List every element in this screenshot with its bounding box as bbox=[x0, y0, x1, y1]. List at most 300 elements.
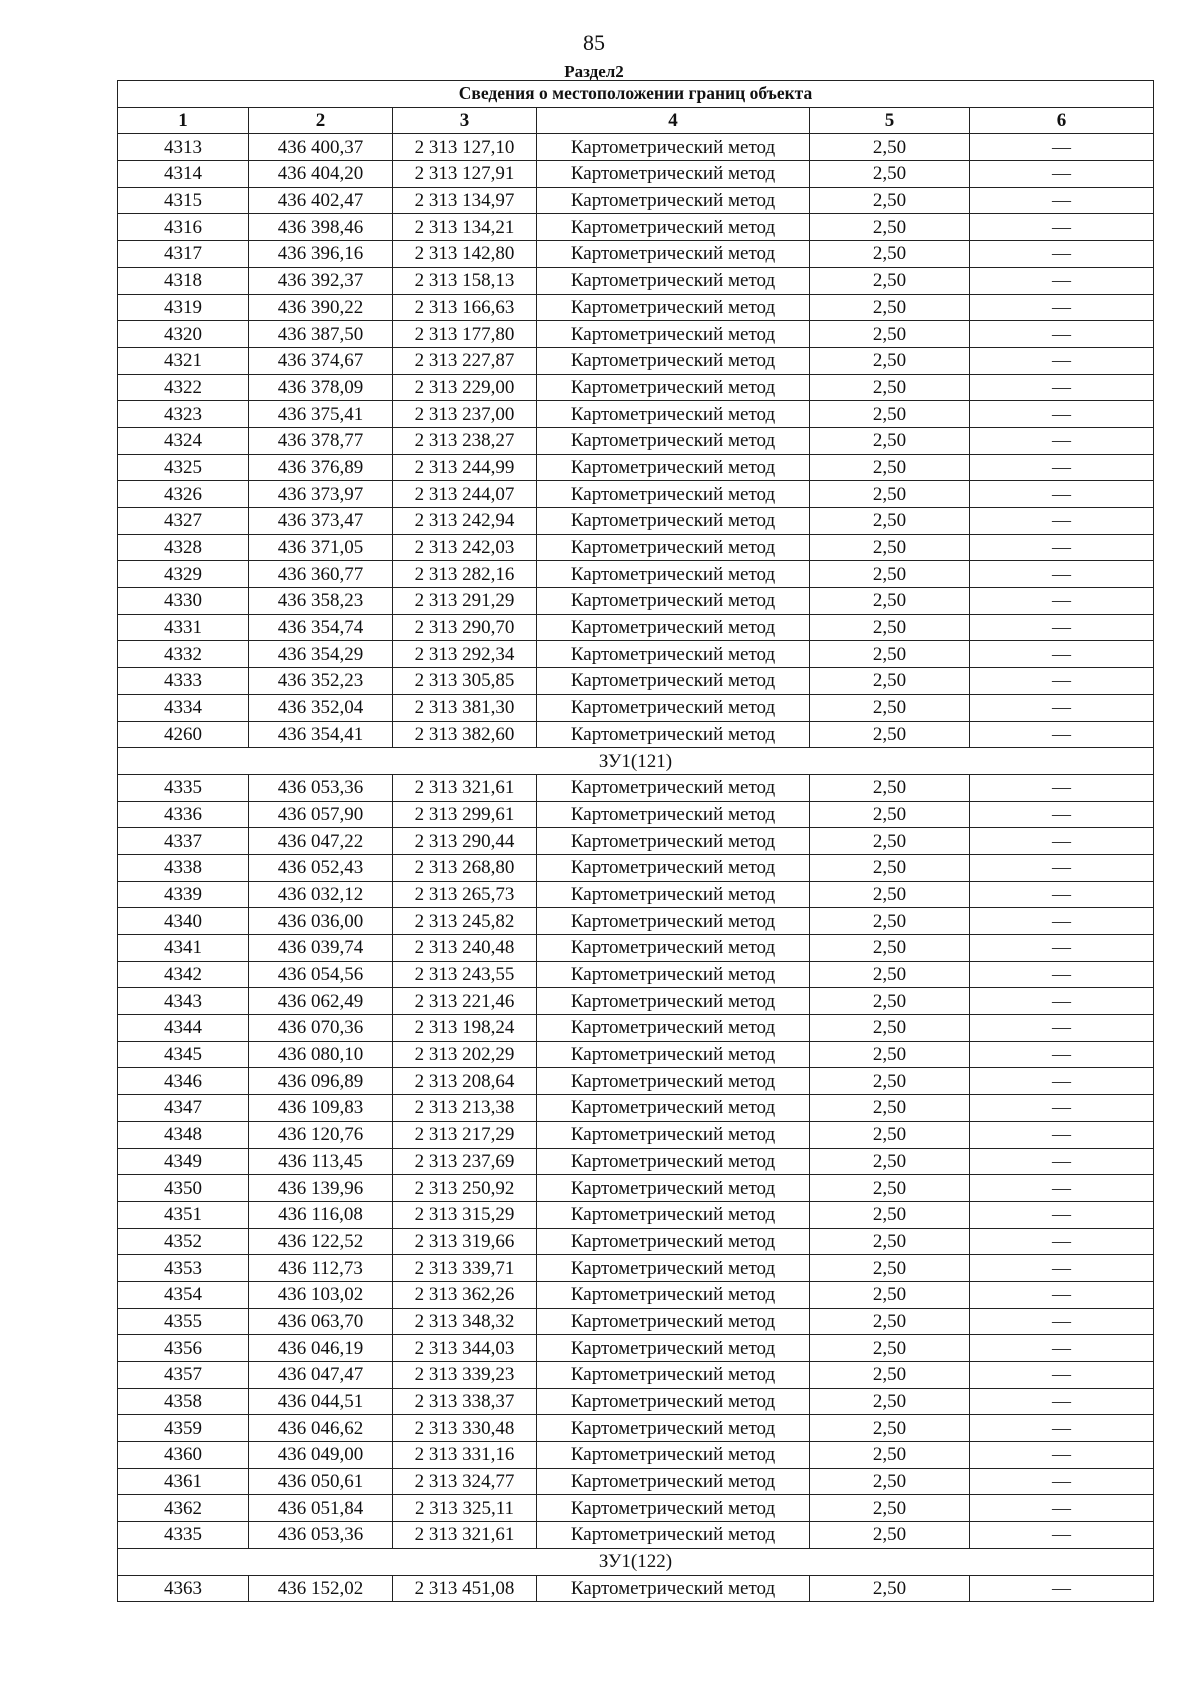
point-number-cell: 4338 bbox=[118, 854, 249, 881]
point-number-cell: 4351 bbox=[118, 1201, 249, 1228]
point-number-cell: 4347 bbox=[118, 1095, 249, 1122]
table-row bbox=[118, 1095, 1154, 1122]
description-cell: — bbox=[970, 828, 1154, 855]
method-cell: Картометрический метод bbox=[537, 534, 810, 561]
x-coordinate-cell: 436 375,41 bbox=[249, 401, 393, 428]
x-coordinate-cell: 436 049,00 bbox=[249, 1442, 393, 1469]
table-row bbox=[118, 1068, 1154, 1095]
x-coordinate-cell: 436 398,46 bbox=[249, 214, 393, 241]
method-cell: Картометрический метод bbox=[537, 187, 810, 214]
table-row bbox=[118, 374, 1154, 401]
table-row bbox=[118, 1201, 1154, 1228]
description-cell: — bbox=[970, 614, 1154, 641]
x-coordinate-cell: 436 354,29 bbox=[249, 641, 393, 668]
point-number-cell: 4333 bbox=[118, 668, 249, 695]
accuracy-cell: 2,50 bbox=[810, 1201, 970, 1228]
point-number-cell: 4322 bbox=[118, 374, 249, 401]
point-number-cell: 4330 bbox=[118, 588, 249, 615]
y-coordinate-cell: 2 313 142,80 bbox=[393, 241, 537, 268]
accuracy-cell: 2,50 bbox=[810, 508, 970, 535]
table-row bbox=[118, 1041, 1154, 1068]
y-coordinate-cell: 2 313 213,38 bbox=[393, 1095, 537, 1122]
x-coordinate-cell: 436 039,74 bbox=[249, 935, 393, 962]
y-coordinate-cell: 2 313 282,16 bbox=[393, 561, 537, 588]
table-row bbox=[118, 267, 1154, 294]
column-header: 5 bbox=[810, 107, 970, 134]
point-number-cell: 4316 bbox=[118, 214, 249, 241]
table-row bbox=[118, 828, 1154, 855]
accuracy-cell: 2,50 bbox=[810, 1362, 970, 1389]
description-cell: — bbox=[970, 961, 1154, 988]
x-coordinate-cell: 436 112,73 bbox=[249, 1255, 393, 1282]
table-row bbox=[118, 1468, 1154, 1495]
x-coordinate-cell: 436 152,02 bbox=[249, 1575, 393, 1602]
description-cell: — bbox=[970, 347, 1154, 374]
description-cell: — bbox=[970, 1362, 1154, 1389]
y-coordinate-cell: 2 313 324,77 bbox=[393, 1468, 537, 1495]
accuracy-cell: 2,50 bbox=[810, 267, 970, 294]
description-cell: — bbox=[970, 1388, 1154, 1415]
table-row bbox=[118, 134, 1154, 161]
parcel-group-label: ЗУ1(121) bbox=[118, 748, 1154, 775]
table-row bbox=[118, 801, 1154, 828]
y-coordinate-cell: 2 313 221,46 bbox=[393, 988, 537, 1015]
accuracy-cell: 2,50 bbox=[810, 1095, 970, 1122]
x-coordinate-cell: 436 378,77 bbox=[249, 427, 393, 454]
table-caption: Сведения о местоположении границ объекта bbox=[118, 81, 1154, 108]
accuracy-cell: 2,50 bbox=[810, 534, 970, 561]
method-cell: Картометрический метод bbox=[537, 561, 810, 588]
x-coordinate-cell: 436 378,09 bbox=[249, 374, 393, 401]
y-coordinate-cell: 2 313 134,97 bbox=[393, 187, 537, 214]
y-coordinate-cell: 2 313 238,27 bbox=[393, 427, 537, 454]
table-row bbox=[118, 187, 1154, 214]
method-cell: Картометрический метод bbox=[537, 1175, 810, 1202]
table-row bbox=[118, 561, 1154, 588]
description-cell: — bbox=[970, 1442, 1154, 1469]
accuracy-cell: 2,50 bbox=[810, 935, 970, 962]
x-coordinate-cell: 436 376,89 bbox=[249, 454, 393, 481]
method-cell: Картометрический метод bbox=[537, 1388, 810, 1415]
method-cell: Картометрический метод bbox=[537, 588, 810, 615]
table-row bbox=[118, 161, 1154, 188]
description-cell: — bbox=[970, 1015, 1154, 1042]
y-coordinate-cell: 2 313 242,03 bbox=[393, 534, 537, 561]
point-number-cell: 4344 bbox=[118, 1015, 249, 1042]
point-number-cell: 4340 bbox=[118, 908, 249, 935]
accuracy-cell: 2,50 bbox=[810, 1015, 970, 1042]
table-row bbox=[118, 1575, 1154, 1602]
x-coordinate-cell: 436 047,22 bbox=[249, 828, 393, 855]
method-cell: Картометрический метод bbox=[537, 881, 810, 908]
description-cell: — bbox=[970, 267, 1154, 294]
table-row bbox=[118, 1335, 1154, 1362]
y-coordinate-cell: 2 313 244,99 bbox=[393, 454, 537, 481]
x-coordinate-cell: 436 051,84 bbox=[249, 1495, 393, 1522]
description-cell: — bbox=[970, 988, 1154, 1015]
accuracy-cell: 2,50 bbox=[810, 1255, 970, 1282]
description-cell: — bbox=[970, 161, 1154, 188]
x-coordinate-cell: 436 036,00 bbox=[249, 908, 393, 935]
table-row bbox=[118, 1255, 1154, 1282]
point-number-cell: 4318 bbox=[118, 267, 249, 294]
point-number-cell: 4319 bbox=[118, 294, 249, 321]
table-row bbox=[118, 1148, 1154, 1175]
method-cell: Картометрический метод bbox=[537, 1522, 810, 1549]
x-coordinate-cell: 436 096,89 bbox=[249, 1068, 393, 1095]
description-cell: — bbox=[970, 908, 1154, 935]
point-number-cell: 4332 bbox=[118, 641, 249, 668]
table-row bbox=[118, 1415, 1154, 1442]
description-cell: — bbox=[970, 881, 1154, 908]
y-coordinate-cell: 2 313 290,44 bbox=[393, 828, 537, 855]
method-cell: Картометрический метод bbox=[537, 214, 810, 241]
point-number-cell: 4345 bbox=[118, 1041, 249, 1068]
y-coordinate-cell: 2 313 237,69 bbox=[393, 1148, 537, 1175]
table-row bbox=[118, 1121, 1154, 1148]
accuracy-cell: 2,50 bbox=[810, 1522, 970, 1549]
y-coordinate-cell: 2 313 362,26 bbox=[393, 1281, 537, 1308]
table-row bbox=[118, 214, 1154, 241]
description-cell: — bbox=[970, 1335, 1154, 1362]
y-coordinate-cell: 2 313 321,61 bbox=[393, 1522, 537, 1549]
method-cell: Картометрический метод bbox=[537, 294, 810, 321]
method-cell: Картометрический метод bbox=[537, 1495, 810, 1522]
accuracy-cell: 2,50 bbox=[810, 961, 970, 988]
table-row bbox=[118, 1362, 1154, 1389]
description-cell: — bbox=[970, 321, 1154, 348]
x-coordinate-cell: 436 373,47 bbox=[249, 508, 393, 535]
column-number-row bbox=[118, 107, 1154, 134]
accuracy-cell: 2,50 bbox=[810, 561, 970, 588]
method-cell: Картометрический метод bbox=[537, 1228, 810, 1255]
point-number-cell: 4363 bbox=[118, 1575, 249, 1602]
y-coordinate-cell: 2 313 243,55 bbox=[393, 961, 537, 988]
accuracy-cell: 2,50 bbox=[810, 134, 970, 161]
point-number-cell: 4357 bbox=[118, 1362, 249, 1389]
method-cell: Картометрический метод bbox=[537, 401, 810, 428]
method-cell: Картометрический метод bbox=[537, 854, 810, 881]
method-cell: Картометрический метод bbox=[537, 1148, 810, 1175]
point-number-cell: 4317 bbox=[118, 241, 249, 268]
accuracy-cell: 2,50 bbox=[810, 694, 970, 721]
x-coordinate-cell: 436 402,47 bbox=[249, 187, 393, 214]
table-row bbox=[118, 1308, 1154, 1335]
y-coordinate-cell: 2 313 250,92 bbox=[393, 1175, 537, 1202]
table-row bbox=[118, 614, 1154, 641]
method-cell: Картометрический метод bbox=[537, 481, 810, 508]
method-cell: Картометрический метод bbox=[537, 694, 810, 721]
y-coordinate-cell: 2 313 158,13 bbox=[393, 267, 537, 294]
x-coordinate-cell: 436 046,19 bbox=[249, 1335, 393, 1362]
x-coordinate-cell: 436 400,37 bbox=[249, 134, 393, 161]
x-coordinate-cell: 436 109,83 bbox=[249, 1095, 393, 1122]
method-cell: Картометрический метод bbox=[537, 134, 810, 161]
description-cell: — bbox=[970, 241, 1154, 268]
method-cell: Картометрический метод bbox=[537, 1068, 810, 1095]
table-row bbox=[118, 935, 1154, 962]
point-number-cell: 4359 bbox=[118, 1415, 249, 1442]
accuracy-cell: 2,50 bbox=[810, 161, 970, 188]
table-row bbox=[118, 508, 1154, 535]
table-row bbox=[118, 1495, 1154, 1522]
method-cell: Картометрический метод bbox=[537, 1335, 810, 1362]
description-cell: — bbox=[970, 801, 1154, 828]
x-coordinate-cell: 436 352,04 bbox=[249, 694, 393, 721]
method-cell: Картометрический метод bbox=[537, 374, 810, 401]
x-coordinate-cell: 436 032,12 bbox=[249, 881, 393, 908]
y-coordinate-cell: 2 313 227,87 bbox=[393, 347, 537, 374]
accuracy-cell: 2,50 bbox=[810, 1575, 970, 1602]
parcel-group-row bbox=[118, 1548, 1154, 1575]
x-coordinate-cell: 436 390,22 bbox=[249, 294, 393, 321]
description-cell: — bbox=[970, 1041, 1154, 1068]
table-row bbox=[118, 908, 1154, 935]
accuracy-cell: 2,50 bbox=[810, 1388, 970, 1415]
description-cell: — bbox=[970, 481, 1154, 508]
method-cell: Картометрический метод bbox=[537, 321, 810, 348]
description-cell: — bbox=[970, 427, 1154, 454]
table-row bbox=[118, 881, 1154, 908]
method-cell: Картометрический метод bbox=[537, 1201, 810, 1228]
method-cell: Картометрический метод bbox=[537, 1468, 810, 1495]
description-cell: — bbox=[970, 774, 1154, 801]
point-number-cell: 4336 bbox=[118, 801, 249, 828]
description-cell: — bbox=[970, 1468, 1154, 1495]
method-cell: Картометрический метод bbox=[537, 935, 810, 962]
point-number-cell: 4354 bbox=[118, 1281, 249, 1308]
accuracy-cell: 2,50 bbox=[810, 1335, 970, 1362]
x-coordinate-cell: 436 103,02 bbox=[249, 1281, 393, 1308]
y-coordinate-cell: 2 313 348,32 bbox=[393, 1308, 537, 1335]
description-cell: — bbox=[970, 668, 1154, 695]
table-row bbox=[118, 321, 1154, 348]
x-coordinate-cell: 436 360,77 bbox=[249, 561, 393, 588]
description-cell: — bbox=[970, 721, 1154, 748]
x-coordinate-cell: 436 044,51 bbox=[249, 1388, 393, 1415]
method-cell: Картометрический метод bbox=[537, 988, 810, 1015]
x-coordinate-cell: 436 063,70 bbox=[249, 1308, 393, 1335]
accuracy-cell: 2,50 bbox=[810, 774, 970, 801]
x-coordinate-cell: 436 354,41 bbox=[249, 721, 393, 748]
x-coordinate-cell: 436 080,10 bbox=[249, 1041, 393, 1068]
method-cell: Картометрический метод bbox=[537, 1362, 810, 1389]
x-coordinate-cell: 436 054,56 bbox=[249, 961, 393, 988]
description-cell: — bbox=[970, 1255, 1154, 1282]
point-number-cell: 4331 bbox=[118, 614, 249, 641]
point-number-cell: 4314 bbox=[118, 161, 249, 188]
table-row bbox=[118, 961, 1154, 988]
table-row bbox=[118, 1442, 1154, 1469]
x-coordinate-cell: 436 371,05 bbox=[249, 534, 393, 561]
y-coordinate-cell: 2 313 242,94 bbox=[393, 508, 537, 535]
parcel-group-row bbox=[118, 748, 1154, 775]
y-coordinate-cell: 2 313 331,16 bbox=[393, 1442, 537, 1469]
accuracy-cell: 2,50 bbox=[810, 321, 970, 348]
point-number-cell: 4362 bbox=[118, 1495, 249, 1522]
table-row bbox=[118, 721, 1154, 748]
point-number-cell: 4328 bbox=[118, 534, 249, 561]
x-coordinate-cell: 436 352,23 bbox=[249, 668, 393, 695]
y-coordinate-cell: 2 313 229,00 bbox=[393, 374, 537, 401]
point-number-cell: 4326 bbox=[118, 481, 249, 508]
table-row bbox=[118, 668, 1154, 695]
accuracy-cell: 2,50 bbox=[810, 641, 970, 668]
point-number-cell: 4260 bbox=[118, 721, 249, 748]
point-number-cell: 4355 bbox=[118, 1308, 249, 1335]
table-row bbox=[118, 1388, 1154, 1415]
description-cell: — bbox=[970, 294, 1154, 321]
method-cell: Картометрический метод bbox=[537, 908, 810, 935]
column-header: 6 bbox=[970, 107, 1154, 134]
x-coordinate-cell: 436 354,74 bbox=[249, 614, 393, 641]
method-cell: Картометрический метод bbox=[537, 1095, 810, 1122]
table-row bbox=[118, 454, 1154, 481]
y-coordinate-cell: 2 313 330,48 bbox=[393, 1415, 537, 1442]
method-cell: Картометрический метод bbox=[537, 161, 810, 188]
table-row bbox=[118, 427, 1154, 454]
description-cell: — bbox=[970, 374, 1154, 401]
table-row bbox=[118, 1015, 1154, 1042]
point-number-cell: 4356 bbox=[118, 1335, 249, 1362]
table-row bbox=[118, 401, 1154, 428]
y-coordinate-cell: 2 313 245,82 bbox=[393, 908, 537, 935]
x-coordinate-cell: 436 387,50 bbox=[249, 321, 393, 348]
method-cell: Картометрический метод bbox=[537, 774, 810, 801]
description-cell: — bbox=[970, 1201, 1154, 1228]
x-coordinate-cell: 436 070,36 bbox=[249, 1015, 393, 1042]
x-coordinate-cell: 436 374,67 bbox=[249, 347, 393, 374]
x-coordinate-cell: 436 139,96 bbox=[249, 1175, 393, 1202]
accuracy-cell: 2,50 bbox=[810, 1495, 970, 1522]
accuracy-cell: 2,50 bbox=[810, 187, 970, 214]
description-cell: — bbox=[970, 134, 1154, 161]
table-row bbox=[118, 1522, 1154, 1549]
x-coordinate-cell: 436 053,36 bbox=[249, 1522, 393, 1549]
x-coordinate-cell: 436 113,45 bbox=[249, 1148, 393, 1175]
point-number-cell: 4334 bbox=[118, 694, 249, 721]
point-number-cell: 4321 bbox=[118, 347, 249, 374]
y-coordinate-cell: 2 313 321,61 bbox=[393, 774, 537, 801]
accuracy-cell: 2,50 bbox=[810, 801, 970, 828]
section-title: Раздел2 bbox=[564, 62, 624, 81]
table-row bbox=[118, 854, 1154, 881]
y-coordinate-cell: 2 313 237,00 bbox=[393, 401, 537, 428]
method-cell: Картометрический метод bbox=[537, 267, 810, 294]
y-coordinate-cell: 2 313 315,29 bbox=[393, 1201, 537, 1228]
method-cell: Картометрический метод bbox=[537, 801, 810, 828]
x-coordinate-cell: 436 122,52 bbox=[249, 1228, 393, 1255]
x-coordinate-cell: 436 052,43 bbox=[249, 854, 393, 881]
description-cell: — bbox=[970, 1148, 1154, 1175]
method-cell: Картометрический метод bbox=[537, 961, 810, 988]
point-number-cell: 4358 bbox=[118, 1388, 249, 1415]
y-coordinate-cell: 2 313 299,61 bbox=[393, 801, 537, 828]
accuracy-cell: 2,50 bbox=[810, 1308, 970, 1335]
description-cell: — bbox=[970, 508, 1154, 535]
accuracy-cell: 2,50 bbox=[810, 854, 970, 881]
method-cell: Картометрический метод bbox=[537, 1415, 810, 1442]
accuracy-cell: 2,50 bbox=[810, 881, 970, 908]
method-cell: Картометрический метод bbox=[537, 1575, 810, 1602]
y-coordinate-cell: 2 313 268,80 bbox=[393, 854, 537, 881]
table-row bbox=[118, 774, 1154, 801]
point-number-cell: 4320 bbox=[118, 321, 249, 348]
description-cell: — bbox=[970, 935, 1154, 962]
accuracy-cell: 2,50 bbox=[810, 988, 970, 1015]
y-coordinate-cell: 2 313 319,66 bbox=[393, 1228, 537, 1255]
table-row bbox=[118, 1228, 1154, 1255]
accuracy-cell: 2,50 bbox=[810, 1442, 970, 1469]
accuracy-cell: 2,50 bbox=[810, 294, 970, 321]
method-cell: Картометрический метод bbox=[537, 614, 810, 641]
point-number-cell: 4352 bbox=[118, 1228, 249, 1255]
column-header: 2 bbox=[249, 107, 393, 134]
accuracy-cell: 2,50 bbox=[810, 1468, 970, 1495]
description-cell: — bbox=[970, 1068, 1154, 1095]
description-cell: — bbox=[970, 1495, 1154, 1522]
table-row bbox=[118, 241, 1154, 268]
point-number-cell: 4324 bbox=[118, 427, 249, 454]
point-number-cell: 4329 bbox=[118, 561, 249, 588]
point-number-cell: 4342 bbox=[118, 961, 249, 988]
y-coordinate-cell: 2 313 292,34 bbox=[393, 641, 537, 668]
page-number: 85 bbox=[583, 30, 605, 55]
accuracy-cell: 2,50 bbox=[810, 427, 970, 454]
description-cell: — bbox=[970, 1175, 1154, 1202]
point-number-cell: 4341 bbox=[118, 935, 249, 962]
table-row bbox=[118, 294, 1154, 321]
y-coordinate-cell: 2 313 265,73 bbox=[393, 881, 537, 908]
column-header: 4 bbox=[537, 107, 810, 134]
method-cell: Картометрический метод bbox=[537, 454, 810, 481]
accuracy-cell: 2,50 bbox=[810, 1175, 970, 1202]
accuracy-cell: 2,50 bbox=[810, 828, 970, 855]
x-coordinate-cell: 436 057,90 bbox=[249, 801, 393, 828]
y-coordinate-cell: 2 313 290,70 bbox=[393, 614, 537, 641]
accuracy-cell: 2,50 bbox=[810, 1121, 970, 1148]
y-coordinate-cell: 2 313 240,48 bbox=[393, 935, 537, 962]
y-coordinate-cell: 2 313 339,71 bbox=[393, 1255, 537, 1282]
point-number-cell: 4346 bbox=[118, 1068, 249, 1095]
point-number-cell: 4325 bbox=[118, 454, 249, 481]
table-row bbox=[118, 347, 1154, 374]
accuracy-cell: 2,50 bbox=[810, 908, 970, 935]
table-caption-row bbox=[118, 81, 1154, 108]
accuracy-cell: 2,50 bbox=[810, 1228, 970, 1255]
accuracy-cell: 2,50 bbox=[810, 668, 970, 695]
method-cell: Картометрический метод bbox=[537, 828, 810, 855]
method-cell: Картометрический метод bbox=[537, 347, 810, 374]
description-cell: — bbox=[970, 1121, 1154, 1148]
point-number-cell: 4323 bbox=[118, 401, 249, 428]
method-cell: Картометрический метод bbox=[537, 1015, 810, 1042]
parcel-group-label: ЗУ1(122) bbox=[118, 1548, 1154, 1575]
x-coordinate-cell: 436 062,49 bbox=[249, 988, 393, 1015]
accuracy-cell: 2,50 bbox=[810, 614, 970, 641]
x-coordinate-cell: 436 396,16 bbox=[249, 241, 393, 268]
accuracy-cell: 2,50 bbox=[810, 374, 970, 401]
y-coordinate-cell: 2 313 177,80 bbox=[393, 321, 537, 348]
description-cell: — bbox=[970, 694, 1154, 721]
description-cell: — bbox=[970, 1228, 1154, 1255]
description-cell: — bbox=[970, 401, 1154, 428]
method-cell: Картометрический метод bbox=[537, 1281, 810, 1308]
y-coordinate-cell: 2 313 208,64 bbox=[393, 1068, 537, 1095]
method-cell: Картометрический метод bbox=[537, 1121, 810, 1148]
accuracy-cell: 2,50 bbox=[810, 1041, 970, 1068]
description-cell: — bbox=[970, 1522, 1154, 1549]
